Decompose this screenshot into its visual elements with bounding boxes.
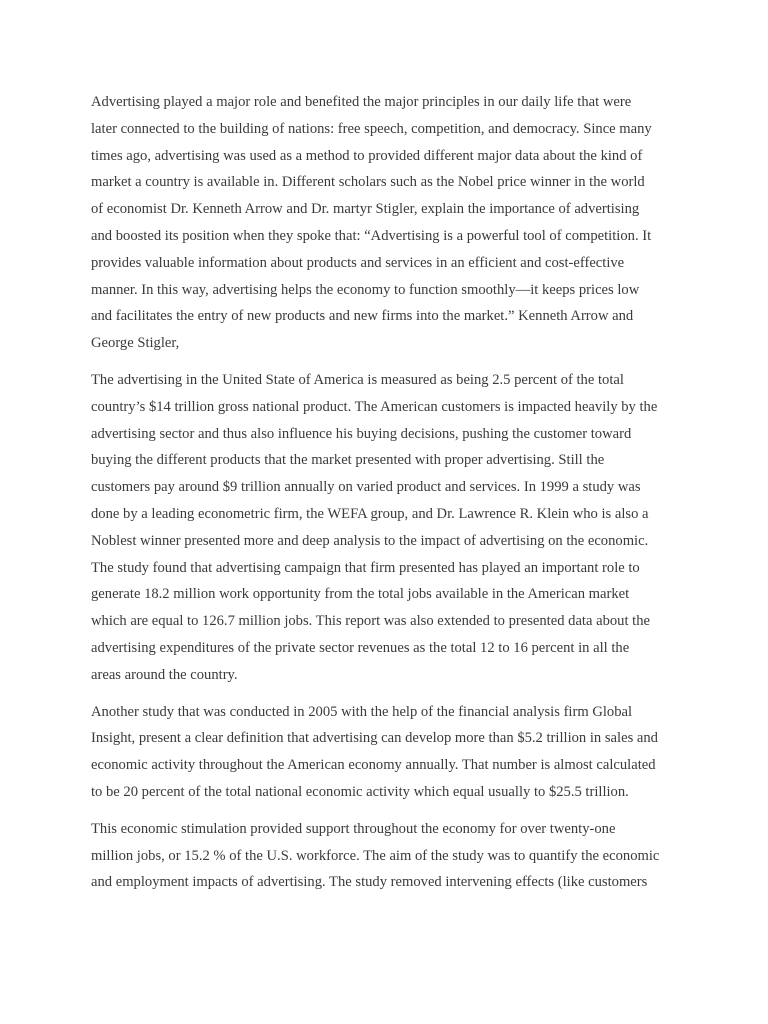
document-body (91, 89, 681, 906)
text-line: done by a leading econometric firm, the WEFA group, and Dr. Lawrence R. Klein who is also a (91, 505, 649, 522)
text-line: provides valuable information about products and services in an efficient and cost-effective (91, 254, 625, 271)
text-line: to be 20 percent of the total national economic activity which equal usually to $25.5 trillion. (91, 783, 629, 800)
text-line: which are equal to 126.7 million jobs. This report was also extended to presented data about the (91, 613, 651, 630)
text-line: and employment impacts of advertising. The study removed intervening effects (like customers (91, 874, 648, 891)
text-line: customers pay around $9 trillion annually on varied product and services. In 1999 a study was (91, 479, 641, 496)
text-line: Another study that was conducted in 2005 with the help of the financial analysis firm Global (91, 703, 633, 720)
text-line: million jobs, or 15.2 % of the U.S. workforce. The aim of the study was to quantify the economic (91, 847, 660, 864)
text-line: Advertising played a major role and benefited the major principles in our daily life that were (91, 94, 632, 110)
paragraph-1 (91, 89, 681, 357)
text-line: generate 18.2 million work opportunity from the total jobs available in the American market (91, 586, 630, 603)
text-line: and boosted its position when they spoke that: “Advertising is a powerful tool of competition. It (91, 227, 652, 244)
paragraph-3 (91, 699, 681, 806)
text-line: areas around the country. (91, 666, 238, 683)
text-line: buying the different products that the market presented with proper advertising. Still the (91, 452, 605, 469)
text-line: and facilitates the entry of new products and new firms into the market.” Kenneth Arrow and (91, 308, 634, 325)
text-line: advertising expenditures of the private sector revenues as the total 12 to 16 percent in all the (91, 639, 630, 656)
text-line: manner. In this way, advertising helps the economy to function smoothly—it keeps prices low (91, 281, 640, 298)
paragraph-2 (91, 367, 681, 689)
text-line: Insight, present a clear definition that advertising can develop more than $5.2 trillion in sales and (91, 730, 658, 747)
paragraph-4 (91, 816, 681, 896)
text-line: economic activity throughout the American economy annually. That number is almost calculated (91, 757, 656, 774)
text-line: George Stigler, (91, 335, 180, 352)
text-line: market a country is available in. Different scholars such as the Nobel price winner in the world (91, 174, 645, 191)
text-line: country’s $14 trillion gross national product. The American customers is impacted heavily by the (91, 398, 658, 415)
text-line: later connected to the building of nations: free speech, competition, and democracy. Since many (91, 120, 652, 137)
text-line: This economic stimulation provided support throughout the economy for over twenty-one (91, 820, 616, 837)
text-line: advertising sector and thus also influence his buying decisions, pushing the customer toward (91, 425, 632, 442)
text-line: The advertising in the United State of America is measured as being 2.5 percent of the total (91, 371, 624, 388)
text-line: of economist Dr. Kenneth Arrow and Dr. martyr Stigler, explain the importance of advertising (91, 201, 640, 218)
text-line: Noblest winner presented more and deep analysis to the impact of advertising on the economic. (91, 532, 649, 549)
text-line: The study found that advertising campaign that firm presented has played an important role to (91, 559, 640, 576)
text-line: times ago, advertising was used as a method to provided different major data about the kind of (91, 147, 643, 164)
